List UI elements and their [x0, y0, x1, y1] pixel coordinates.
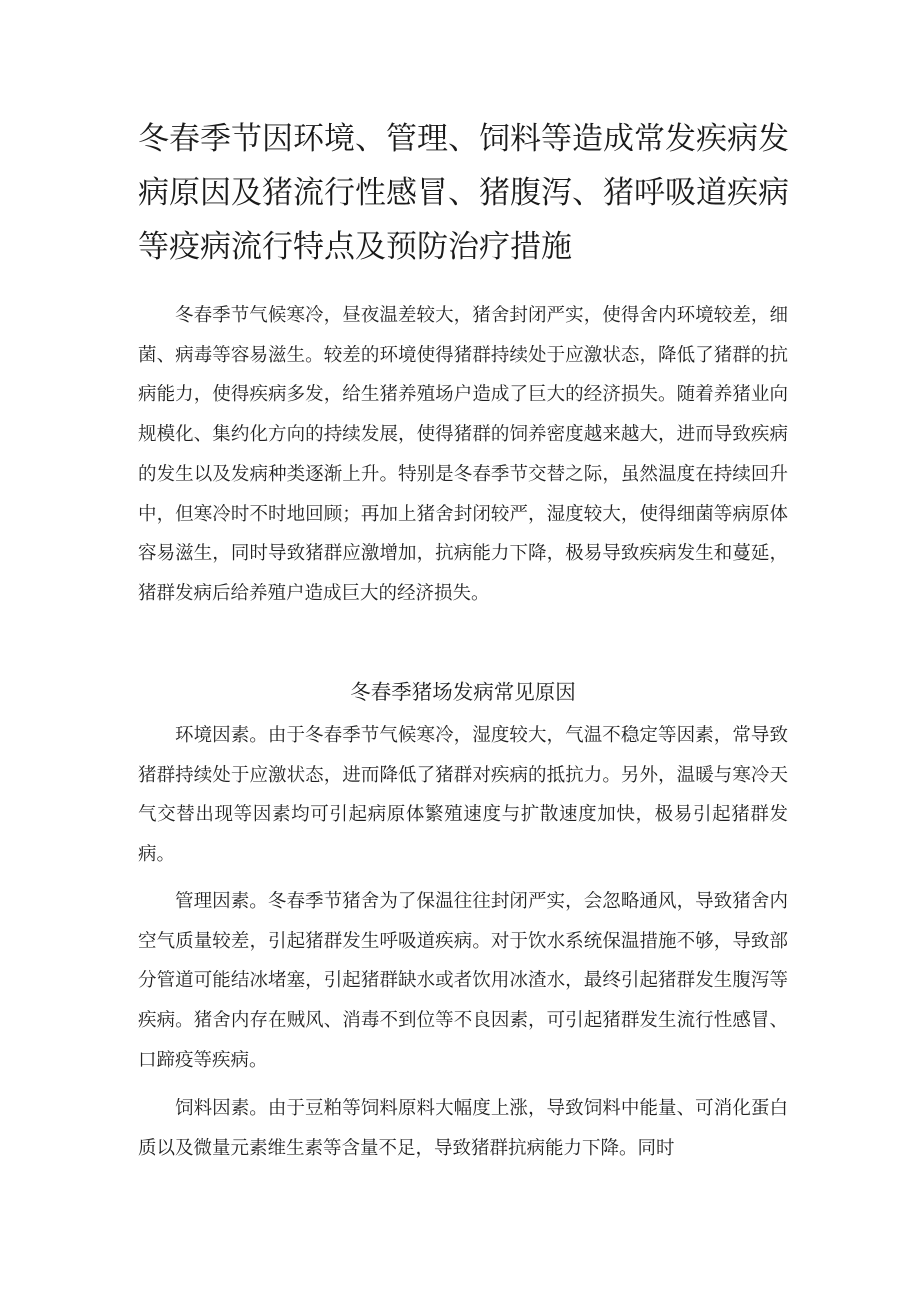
paragraph-management: 管理因素。冬春季节猪舍为了保温往往封闭严实，会忽略通风，导致猪舍内空气质量较差，引起猪群发生呼吸道疾病。对于饮水系统保温措施不够，导致部分管道可能结冰堵塞，引起猪群缺水或者饮用冰渣水，最终引起猪群发生腹泻等疾病。猪舍内存在贼风、消毒不到位等不良因素，可引起猪群发生流行性感冒、口蹄疫等疾病。 [138, 891, 788, 1071]
paragraph-feed: 饲料因素。由于豆粕等饲料原料大幅度上涨，导致饲料中能量、可消化蛋白质以及微量元素维生素等含量不足，导致猪群抗病能力下降。同时 [138, 1098, 788, 1159]
section-heading: 冬春季猪场发病常见原因 [350, 680, 576, 704]
document-title: 冬春季节因环境、管理、饲料等造成常发疾病发病原因及猪流行性感冒、猪腹泻、猪呼吸道疾病等疫病流行特点及预防治疗措施 [138, 121, 789, 265]
paragraph-environment: 环境因素。由于冬春季节气候寒冷，湿度较大，气温不稳定等因素，常导致猪群持续处于应激状态，进而降低了猪群对疾病的抵抗力。另外，温暖与寒冷天气交替出现等因素均可引起病原体繁殖速度与扩散速度加快，极易引起猪群发病。 [138, 725, 788, 866]
intro-paragraph: 冬春季节气候寒冷，昼夜温差较大，猪舍封闭严实，使得舍内环境较差，细菌、病毒等容易滋生。较差的环境使得猪群持续处于应激状态，降低了猪群的抗病能力，使得疾病多发，给生猪养殖场户造成了巨大的经济损失。随着养猪业向规模化、集约化方向的持续发展，使得猪群的饲养密度越来越大，进而导致疾病的发生以及发病种类逐渐上升。特别是冬春季节交替之际，虽然温度在持续回升中，但寒冷时不时地回顾；再加上猪舍封闭较严，湿度较大，使得细菌等病原体容易滋生，同时导致猪群应激增加，抗病能力下降，极易导致疾病发生和蔓延，猪群发病后给养殖户造成巨大的经济损失。 [138, 305, 788, 604]
